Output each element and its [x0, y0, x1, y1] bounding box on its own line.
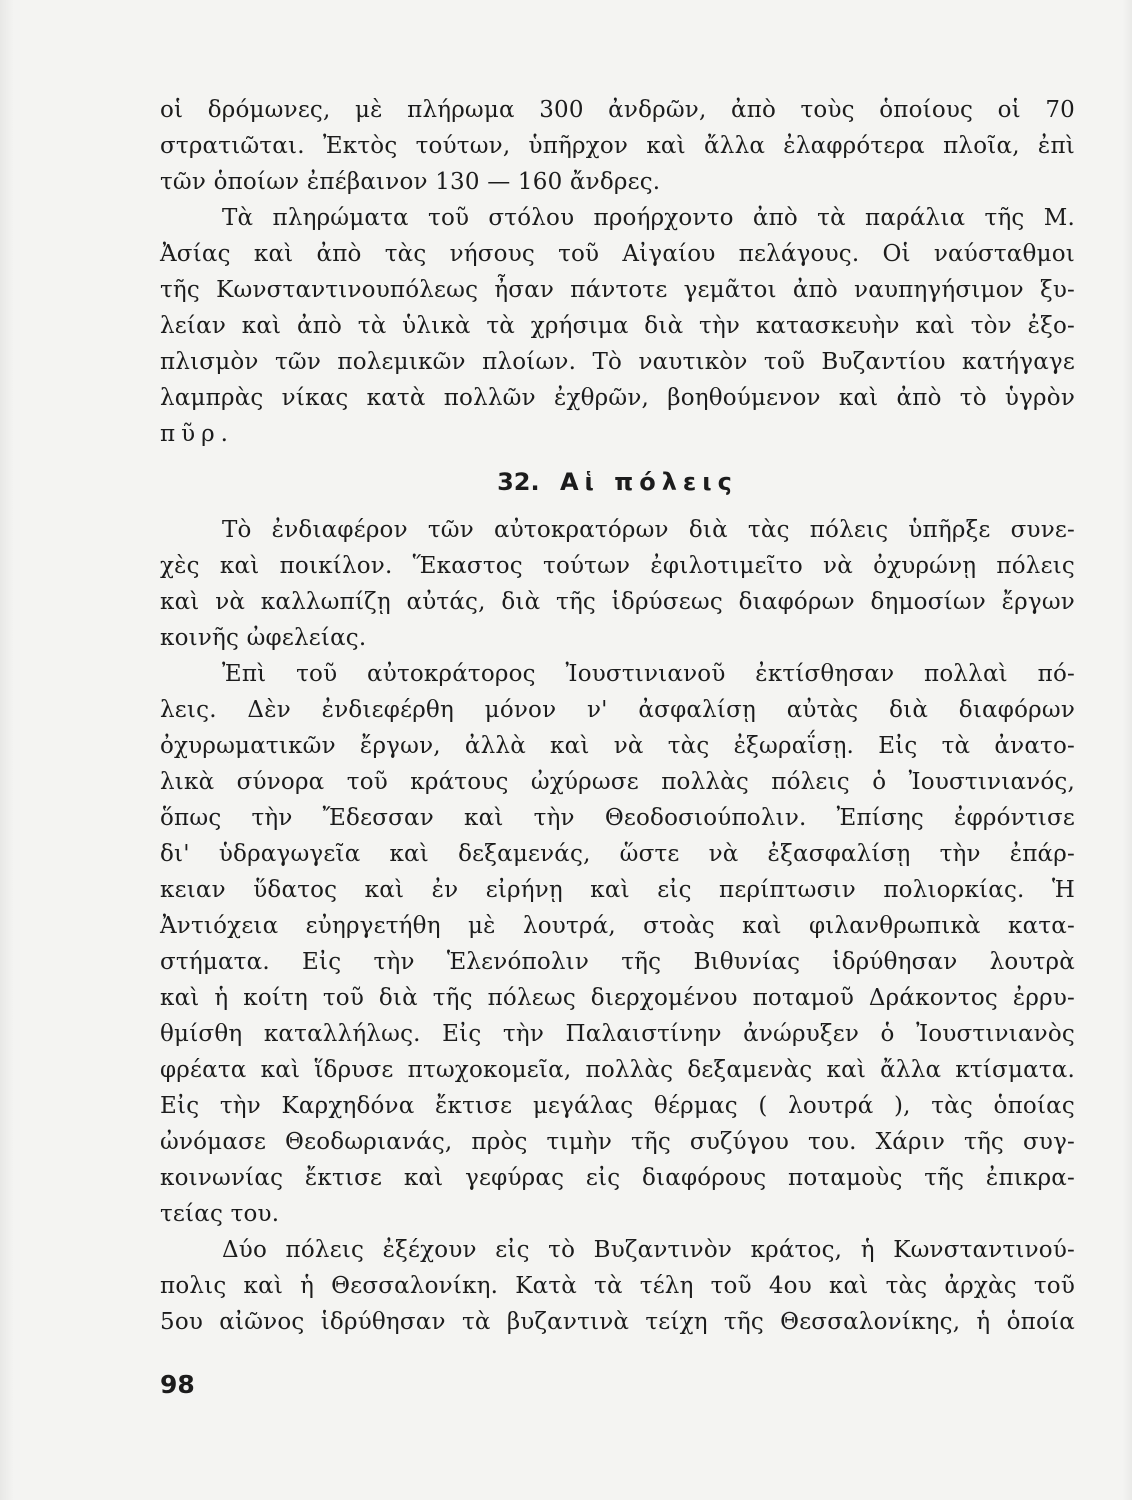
text-line: τῶν ὁποίων ἐπέβαινον 130 — 160 ἄνδρες.: [160, 169, 661, 195]
text-line: καὶ ἡ κοίτη τοῦ διὰ τῆς πόλεως διερχομένου ποταμοῦ Δράκοντος ἐρρυ-: [160, 985, 1075, 1011]
text-line: φρέατα καὶ ἵδρυσε πτωχοκομεῖα, πολλὰς δεξαμενὰς καὶ ἄλλα κτίσματα.: [160, 1057, 1075, 1083]
text-line: Ἐπὶ τοῦ αὐτοκράτορος Ἰουστινιανοῦ ἐκτίσθησαν πολλαὶ πό-: [222, 661, 1075, 687]
text-line: λείαν καὶ ἀπὸ τὰ ὑλικὰ τὰ χρήσιμα διὰ τὴν κατασκευὴν καὶ τὸν ἐξο-: [160, 313, 1075, 339]
text-line: τῆς Κωνσταντινουπόλεως ἦσαν πάντοτε γεμᾶτοι ἀπὸ ναυπηγήσιμον ξυ-: [160, 277, 1075, 303]
section-heading: [160, 452, 1075, 512]
text-line: θμίσθη καταλλήλως. Εἰς τὴν Παλαιστίνην ἀνώρυξεν ὁ Ἰουστινιανὸς: [160, 1021, 1075, 1047]
paragraph-4: [160, 656, 1075, 1232]
text-line: πολις καὶ ἡ Θεσσαλονίκη. Κατὰ τὰ τέλη τοῦ 4ου καὶ τὰς ἀρχὰς τοῦ: [160, 1273, 1075, 1299]
text-line: στήματα. Εἰς τὴν Ἑλενόπολιν τῆς Βιθυνίας ἱδρύθησαν λουτρὰ: [160, 949, 1075, 975]
text-line: λαμπρὰς νίκας κατὰ πολλῶν ἐχθρῶν, βοηθούμενον καὶ ἀπὸ τὸ ὑγρὸν: [160, 385, 1075, 411]
page-number: 98: [160, 1370, 195, 1399]
paragraph-2: [160, 200, 1075, 452]
text-line: κειαν ὕδατος καὶ ἐν εἰρήνῃ καὶ εἰς περίπτωσιν πολιορκίας. Ἡ: [160, 877, 1075, 903]
paragraph-1: [160, 92, 1075, 200]
text-line: καὶ νὰ καλλωπίζῃ αὐτάς, διὰ τῆς ἱδρύσεως διαφόρων δημοσίων ἔργων: [160, 589, 1075, 615]
paragraph-3: [160, 512, 1075, 656]
text-line: χὲς καὶ ποικίλον. Ἕκαστος τούτων ἐφιλοτιμεῖτο νὰ ὀχυρώνῃ πόλεις: [160, 553, 1075, 579]
text-line: Εἰς τὴν Καρχηδόνα ἔκτισε μεγάλας θέρμας ( λουτρά ), τὰς ὁποίας: [160, 1093, 1075, 1119]
text-line: Ἀσίας καὶ ἀπὸ τὰς νήσους τοῦ Αἰγαίου πελάγους. Οἱ ναύσταθμοι: [160, 241, 1075, 267]
text-line: πῦρ.: [160, 421, 234, 447]
text-line: Ἀντιόχεια εὐηργετήθη μὲ λουτρά, στοὰς καὶ φιλανθρωπικὰ κατα-: [160, 913, 1075, 939]
text-line: κοινωνίας ἔκτισε καὶ γεφύρας εἰς διαφόρους ποταμοὺς τῆς ἐπικρα-: [160, 1165, 1075, 1191]
text-line: στρατιῶται. Ἐκτὸς τούτων, ὑπῆρχον καὶ ἄλλα ἐλαφρότερα πλοῖα, ἐπὶ: [160, 133, 1075, 159]
text-line: κοινῆς ὠφελείας.: [160, 625, 367, 651]
text-line: 5ου αἰῶνος ἱδρύθησαν τὰ βυζαντινὰ τείχη τῆς Θεσσαλονίκης, ἡ ὁποία: [160, 1309, 1075, 1335]
text-line: δι' ὑδραγωγεῖα καὶ δεξαμενάς, ὥστε νὰ ἐξασφαλίσῃ τὴν ἐπάρ-: [160, 841, 1075, 867]
text-line: λεις. Δὲν ἐνδιεφέρθη μόνον ν' ἀσφαλίσῃ αὐτὰς διὰ διαφόρων: [160, 697, 1075, 723]
text-line: Τὰ πληρώματα τοῦ στόλου προήρχοντο ἀπὸ τὰ παράλια τῆς Μ.: [222, 205, 1075, 231]
text-line: τείας του.: [160, 1201, 280, 1227]
text-line: ὅπως τὴν Ἔδεσσαν καὶ τὴν Θεοδοσιούπολιν. Ἐπίσης ἐφρόντισε: [160, 805, 1075, 831]
text-body: [160, 92, 1075, 1340]
paragraph-5: [160, 1232, 1075, 1340]
section-title: Αἱ πόλεις: [559, 468, 738, 496]
text-line: ὀχυρωματικῶν ἔργων, ἀλλὰ καὶ νὰ τὰς ἐξωραΐσῃ. Εἰς τὰ ἀνατο-: [160, 733, 1075, 759]
text-line: οἱ δρόμωνες, μὲ πλήρωμα 300 ἀνδρῶν, ἀπὸ τοὺς ὁποίους οἱ 70: [160, 97, 1075, 123]
text-line: πλισμὸν τῶν πολεμικῶν πλοίων. Τὸ ναυτικὸν τοῦ Βυζαντίου κατήγαγε: [160, 349, 1075, 375]
text-line: λικὰ σύνορα τοῦ κράτους ὠχύρωσε πολλὰς πόλεις ὁ Ἰουστινιανός,: [160, 769, 1075, 795]
text-line: Δύο πόλεις ἐξέχουν εἰς τὸ Βυζαντινὸν κράτος, ἡ Κωνσταντινού-: [222, 1237, 1075, 1263]
text-line: ὠνόμασε Θεοδωριανάς, πρὸς τιμὴν τῆς συζύγου του. Χάριν τῆς συγ-: [160, 1129, 1075, 1155]
text-line: Τὸ ἐνδιαφέρον τῶν αὐτοκρατόρων διὰ τὰς πόλεις ὑπῆρξε συνε-: [222, 517, 1075, 543]
section-number: 32.: [497, 468, 540, 496]
